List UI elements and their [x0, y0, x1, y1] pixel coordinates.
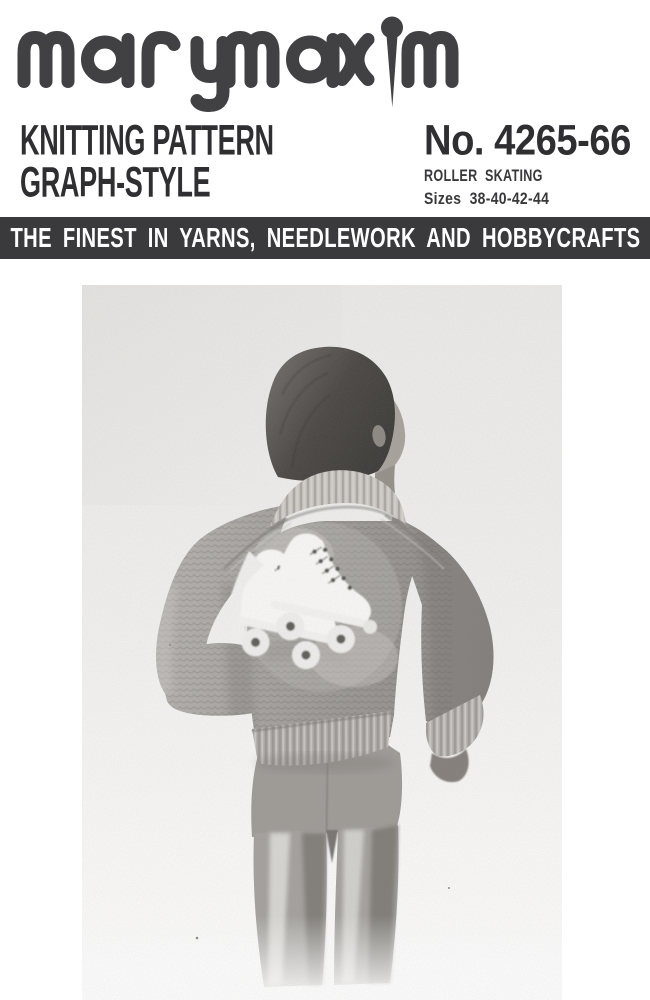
logo-art — [16, 10, 466, 128]
pattern-name: ROLLER SKATING — [424, 166, 543, 185]
tagline-text: THE FINEST IN YARNS, NEEDLEWORK AND HOBBYCRAFTS — [10, 222, 640, 253]
tagline-banner — [0, 217, 650, 259]
cover-photo — [82, 285, 562, 1000]
pattern-type-title: KNITTING PATTERN — [20, 115, 274, 165]
pattern-number: No. 4265-66 — [424, 116, 631, 164]
mary-maxim-logo — [16, 10, 466, 128]
pattern-info — [424, 116, 646, 208]
pattern-style-subtitle: GRAPH-STYLE — [20, 157, 211, 207]
film-grain — [82, 285, 562, 1000]
cover-photo-art — [82, 285, 562, 1000]
page-title — [20, 115, 405, 207]
knitting-pin-icon — [381, 17, 403, 108]
pattern-sizes: Sizes 38-40-42-44 — [424, 189, 550, 208]
